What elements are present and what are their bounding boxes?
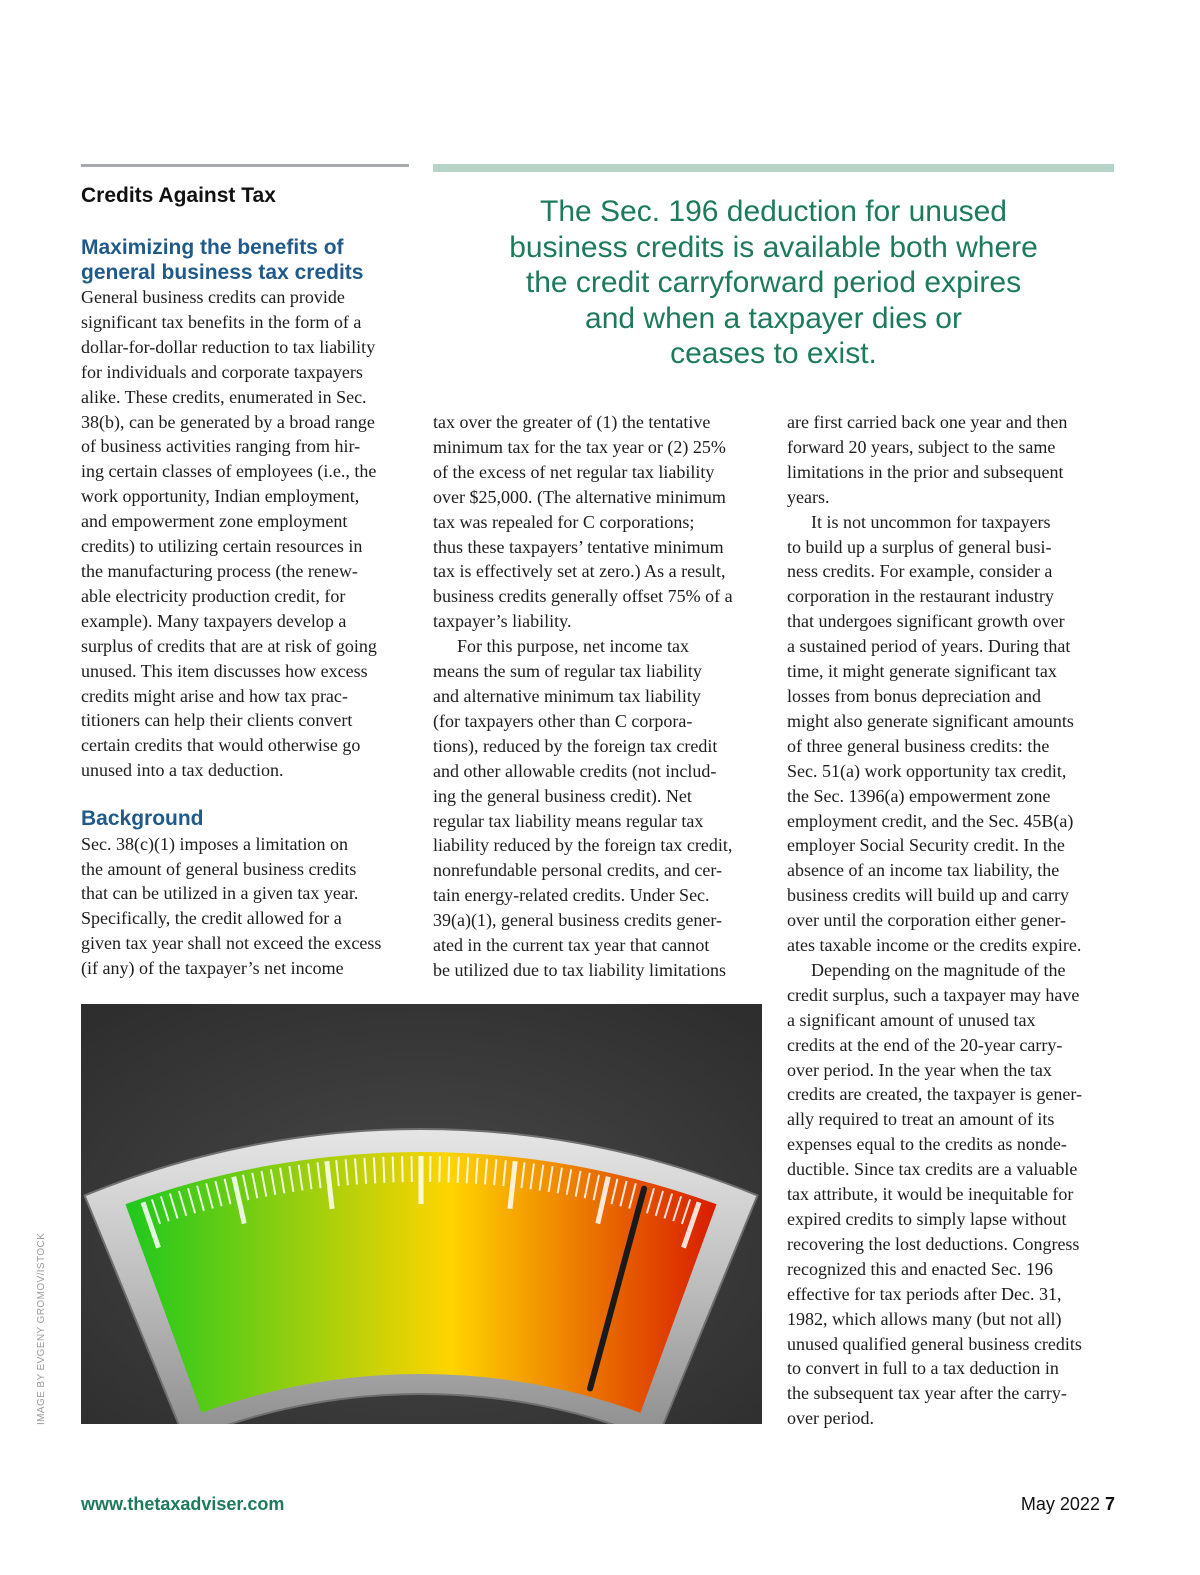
text-line: means the sum of regular tax liability [433,661,702,682]
text-line: absence of an income tax liability, the [787,860,1060,881]
text-line: the manufacturing process (the renew- [81,560,358,581]
text-line: and empowerment zone employment [81,511,348,532]
article-column-3 [787,410,1117,1431]
text-line: expenses equal to the credits as nonde- [787,1134,1067,1155]
text-line: tax is effectively set at zero.) As a result, [433,561,726,582]
text-line: recovering the lost deductions. Congress [787,1233,1080,1254]
article-heading [81,236,411,285]
text-line: to build up a surplus of general busi- [787,536,1052,557]
pull-quote-line: and when a taxpayer dies or [585,301,962,335]
text-line: business credits will build up and carry [787,885,1069,906]
footer-url[interactable]: www.thetaxadviser.com [81,1494,285,1514]
text-line: alike. These credits, enumerated in Sec. [81,386,367,407]
text-line: losses from bonus depreciation and [787,685,1041,706]
pull-quote [433,194,1114,372]
gauge-minor-tick [402,1156,403,1182]
text-line: effective for tax periods after Dec. 31, [787,1283,1062,1304]
text-line: over period. In the year when the tax [787,1059,1052,1080]
text-line: of three general business credits: the [787,735,1050,756]
text-line: and alternative minimum tax liability [433,685,701,706]
text-line: tax attribute, it would be inequitable for [787,1184,1074,1205]
section-rule [81,164,409,167]
text-line: significant tax benefits in the form of a [81,311,362,332]
text-line: corporation in the restaurant industry [787,586,1054,607]
text-line: nonrefundable personal credits, and cer- [433,860,723,881]
paragraph [787,510,1117,958]
text-line: expired credits to simply lapse without [787,1209,1067,1229]
text-line: unused into a tax deduction. [81,760,284,781]
text-line: Depending on the magnitude of the [811,959,1066,980]
text-line: tions), reduced by the foreign tax credit [433,735,718,756]
text-line: the amount of general business credits [81,858,357,879]
text-line: Specifically, the credit allowed for a [81,908,342,929]
text-line: taxpayer’s liability. [433,611,572,632]
pull-quote-line: ceases to exist. [670,337,877,370]
gauge-minor-tick [448,1156,449,1182]
text-line: 1982, which allows many (but not all) [787,1308,1062,1329]
text-line: ductible. Since tax credits are a valuable [787,1159,1078,1180]
text-line: Sec. 38(c)(1) imposes a limitation on [81,833,348,854]
pull-quote-line: The Sec. 196 deduction for unused [540,195,1007,228]
text-line: recognized this and enacted Sec. 196 [787,1258,1053,1279]
text-line: (for taxpayers other than C corpora- [433,710,693,731]
text-line: dollar-for-dollar reduction to tax liability [81,336,376,357]
text-line: titioners can help their clients convert [81,710,353,731]
text-line: ated in the current tax year that cannot [433,935,710,956]
article-heading-line: general business tax credits [81,260,364,284]
text-line: the Sec. 1396(a) empowerment zone [787,785,1051,806]
text-line: over period. [787,1408,874,1429]
text-line: and other allowable credits (not includ- [433,760,717,781]
gauge-minor-tick [458,1157,459,1183]
text-line: unused. This item discusses how excess [81,660,368,681]
text-line: certain credits that would otherwise go [81,735,361,756]
text-line: General business credits can provide [81,287,345,307]
text-line: minimum tax for the tax year or (2) 25% [433,436,726,457]
text-line: of the excess of net regular tax liability [433,461,715,482]
text-line: ates taxable income or the credits expire. [787,935,1082,956]
text-line: a sustained period of years. During that [787,636,1071,657]
text-line: a significant amount of unused tax [787,1009,1036,1030]
text-line: tax was repealed for C corporations; [433,511,695,532]
paragraph [433,634,765,983]
text-line: example). Many taxpayers develop a [81,610,347,631]
text-line: 39(a)(1), general business credits gener- [433,910,723,931]
text-line: for individuals and corporate taxpayers [81,361,363,382]
text-line: are first carried back one year and then [787,412,1068,432]
text-line: (if any) of the taxpayer’s net income [81,958,344,979]
article-column-1 [81,236,411,981]
text-line: the subsequent tax year after the carry- [787,1383,1067,1404]
paragraph [787,958,1117,1431]
text-line: tain energy-related credits. Under Sec. [433,885,710,906]
article-heading-line: Maximizing the benefits of [81,236,344,259]
image-credit: IMAGE BY EVGENY GROMOV/ISTOCK [36,1232,47,1425]
text-line: thus these taxpayers’ tentative minimum [433,536,724,557]
article-column-2 [433,410,765,983]
section-title: Credits Against Tax [81,184,276,207]
text-line: unused qualified general business credits [787,1333,1082,1354]
footer-page-info [1021,1494,1115,1515]
text-line: limitations in the prior and subsequent [787,461,1064,482]
text-line: be utilized due to tax liability limitations [433,959,726,980]
text-line: employer Social Security credit. In the [787,835,1065,856]
text-line: of business activities ranging from hir- [81,436,361,457]
text-line: credits) to utilizing certain resources in [81,536,363,557]
text-line: credits at the end of the 20-year carry- [787,1034,1063,1055]
text-line: credits are created, the taxpayer is gener- [787,1084,1082,1105]
text-line: that can be utilized in a given tax year. [81,883,359,904]
background-heading: Background [81,807,204,831]
text-line: work opportunity, Indian employment, [81,486,360,507]
text-line: over until the corporation either gener- [787,910,1067,931]
text-line: that undergoes significant growth over [787,611,1065,632]
pull-quote-rule [433,164,1114,172]
gauge-minor-tick [439,1156,440,1182]
paragraph [433,410,765,634]
text-line: It is not uncommon for taxpayers [811,511,1051,532]
text-line: given tax year shall not exceed the excess [81,933,382,954]
text-line: liability reduced by the foreign tax credit, [433,835,733,856]
text-line: time, it might generate significant tax [787,661,1057,682]
text-line: ally required to treat an amount of its [787,1109,1055,1130]
text-line: over $25,000. (The alternative minimum [433,486,726,507]
gauge-minor-tick [383,1157,384,1183]
text-line: credit surplus, such a taxpayer may have [787,984,1080,1005]
text-line: surplus of credits that are at risk of going [81,635,377,656]
text-line: business credits generally offset 75% of a [433,586,733,607]
pull-quote-line: business credits is available both where [509,230,1038,264]
text-line: Sec. 51(a) work opportunity tax credit, [787,760,1067,781]
paragraph [787,410,1117,510]
text-line: might also generate significant amounts [787,710,1074,731]
gauge-illustration [81,1004,762,1424]
page-number: 7 [1104,1494,1115,1514]
text-line: regular tax liability means regular tax [433,810,704,831]
pull-quote-line: the credit carryforward period expires [525,266,1022,299]
gauge-minor-tick [467,1157,468,1183]
text-line: tax over the greater of (1) the tentative [433,412,711,432]
text-line: credits might arise and how tax prac- [81,685,348,706]
text-line: 38(b), can be generated by a broad range [81,411,375,432]
text-line: ness credits. For example, consider a [787,561,1053,582]
text-line: to convert in full to a tax deduction in [787,1358,1059,1379]
gauge-minor-tick [374,1157,375,1183]
paragraph [81,832,411,981]
text-line: years. [787,486,830,507]
text-line: ing certain classes of employees (i.e., the [81,461,377,482]
text-line: able electricity production credit, for [81,585,346,606]
text-line: forward 20 years, subject to the same [787,436,1056,457]
paragraph [81,285,411,783]
text-line: ing the general business credit). Net [433,785,692,806]
text-line: employment credit, and the Sec. 45B(a) [787,810,1074,831]
gauge-minor-tick [393,1156,394,1182]
footer-date: May 2022 [1020,1494,1100,1514]
text-line: For this purpose, net income tax [457,636,689,657]
